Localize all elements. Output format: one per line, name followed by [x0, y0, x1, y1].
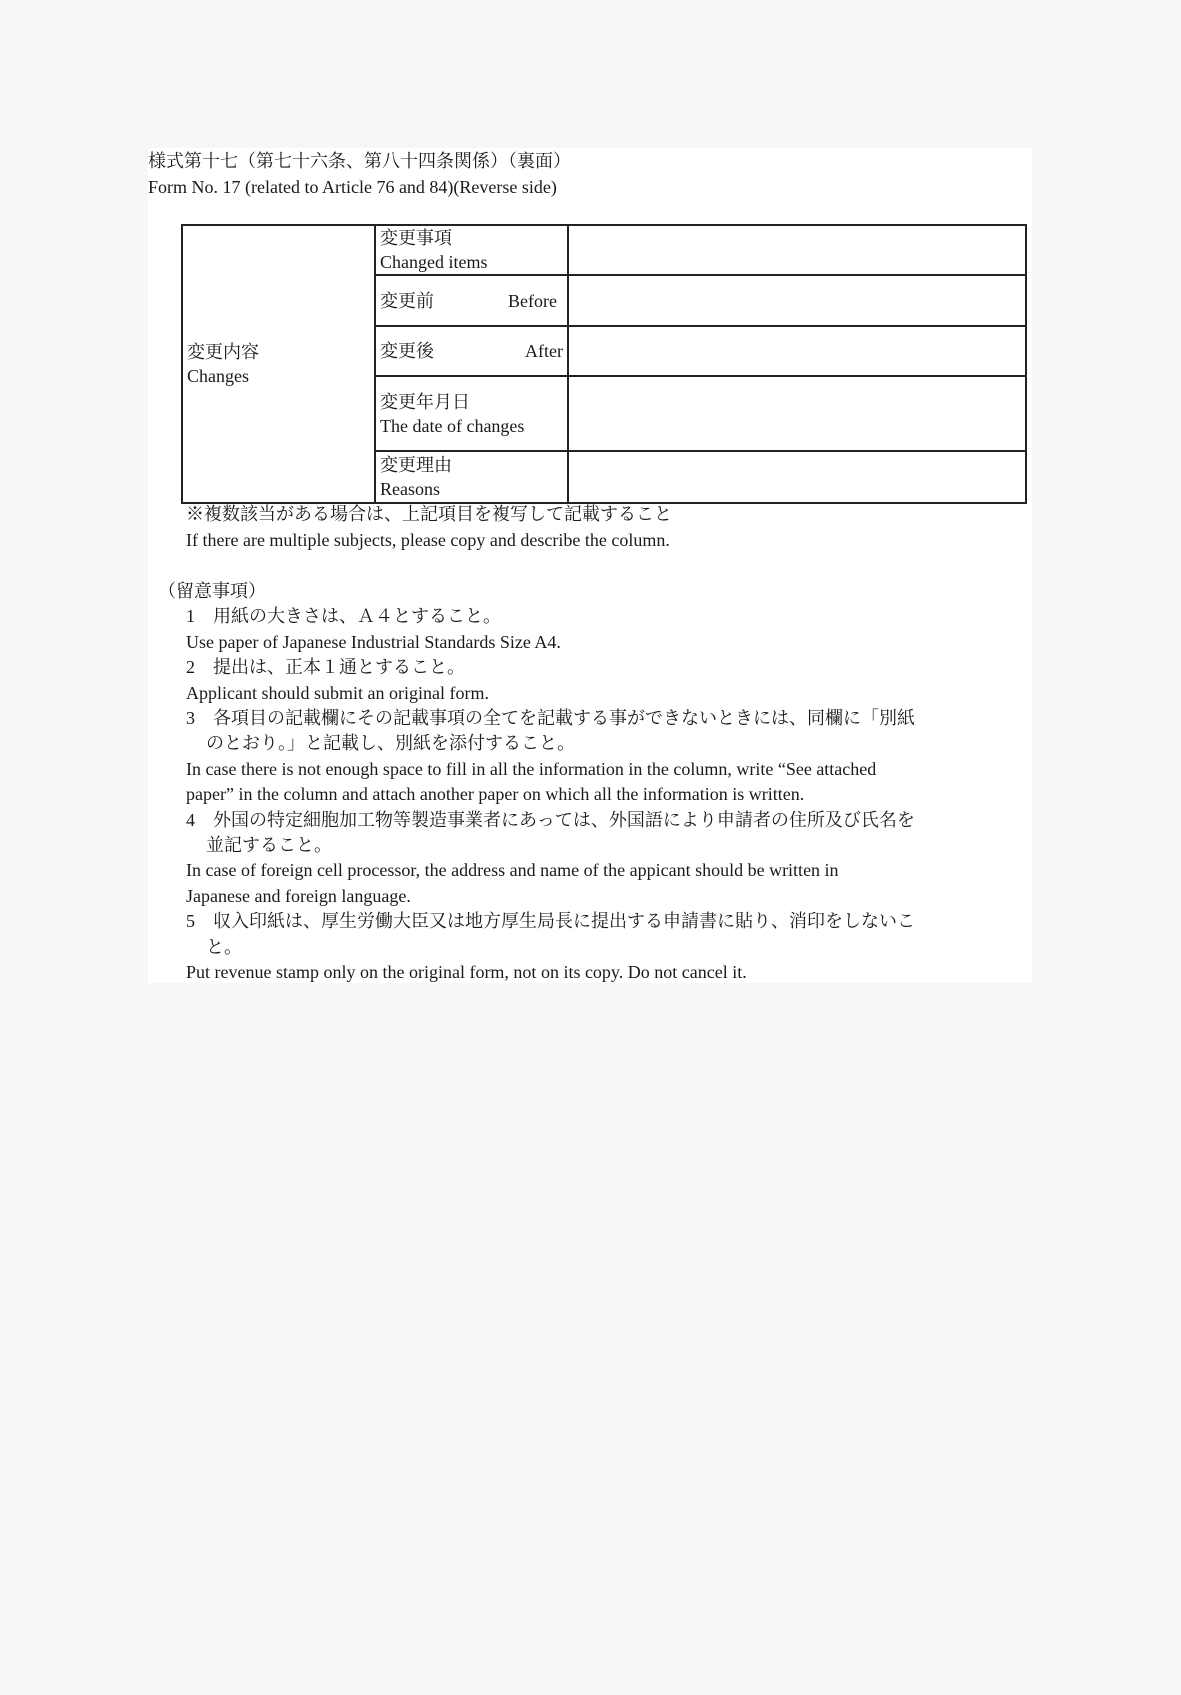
row-label-before [375, 275, 568, 326]
label-ja: 変更年月日 [380, 391, 470, 412]
row-label-date-of-changes [375, 376, 568, 451]
reasons-field[interactable] [568, 451, 1026, 503]
notes-section [158, 579, 915, 986]
form-title-english: Form No. 17 (related to Article 76 and 84)(Reverse side) [148, 177, 557, 197]
form-title-japanese: 様式第十七（第七十六条、第八十四条関係）（裏面） [148, 151, 571, 171]
note-5-ja-cont: と。 [206, 936, 242, 957]
note-5-en: Put revenue stamp only on the original form, not on its copy. Do not cancel it. [186, 962, 747, 983]
date-of-changes-field[interactable] [568, 376, 1026, 451]
label-ja: 変更理由 [380, 455, 452, 475]
note-3-ja: 3 各項目の記載欄にその記載事項の全てを記載する事ができないときには、同欄に「別紙 [186, 708, 915, 729]
note-1-ja: 1 用紙の大きさは、Ａ４とすること。 [186, 606, 501, 627]
label-en: Reasons [380, 479, 440, 499]
note-4-en: In case of foreign cell processor, the address and name of the appicant should be written in [186, 860, 839, 881]
changes-group-label [182, 225, 375, 503]
note-3-en-cont: paper” in the column and attach another paper on which all the information is written. [186, 784, 805, 805]
note-1-en: Use paper of Japanese Industrial Standards Size A4. [186, 631, 561, 652]
label-ja: 変更事項 [380, 228, 452, 248]
changes-table [181, 224, 1027, 504]
table-note-ja: ※複数該当がある場合は、上記項目を複写して記載すること [186, 504, 672, 524]
note-5-ja: 5 収入印紙は、厚生労働大臣又は地方厚生局長に提出する申請書に貼り、消印をしないこ [186, 911, 915, 932]
note-3-ja-cont: のとおり。」と記載し、別紙を添付すること。 [206, 733, 575, 754]
changes-label-en: Changes [187, 366, 249, 386]
label-ja: 変更前 [380, 290, 434, 311]
row-label-changed-items [375, 225, 568, 275]
note-3-en: In case there is not enough space to fill in all the information in the column, write “See attached [186, 758, 877, 779]
label-ja: 変更後 [380, 341, 434, 361]
label-en: The date of changes [380, 415, 525, 436]
table-note-en: If there are multiple subjects, please copy and describe the column. [186, 530, 670, 550]
row-label-after [375, 326, 568, 376]
changes-label-ja: 変更内容 [187, 342, 259, 362]
note-4-en-cont: Japanese and foreign language. [186, 885, 411, 906]
notes-heading: （留意事項） [158, 581, 266, 601]
note-4-ja: 4 外国の特定細胞加工物等製造事業者にあっては、外国語により申請者の住所及び氏名を [186, 809, 915, 830]
note-2-en: Applicant should submit an original form. [186, 682, 489, 703]
label-en: After [525, 341, 563, 361]
note-2-ja: 2 提出は、正本１通とすること。 [186, 657, 465, 678]
before-field[interactable] [568, 275, 1026, 326]
row-label-reasons [375, 451, 568, 503]
label-en: Changed items [380, 252, 488, 272]
after-field[interactable] [568, 326, 1026, 376]
note-4-ja-cont: 並記すること。 [206, 835, 332, 856]
changed-items-field[interactable] [568, 225, 1026, 275]
label-en: Before [508, 290, 557, 311]
